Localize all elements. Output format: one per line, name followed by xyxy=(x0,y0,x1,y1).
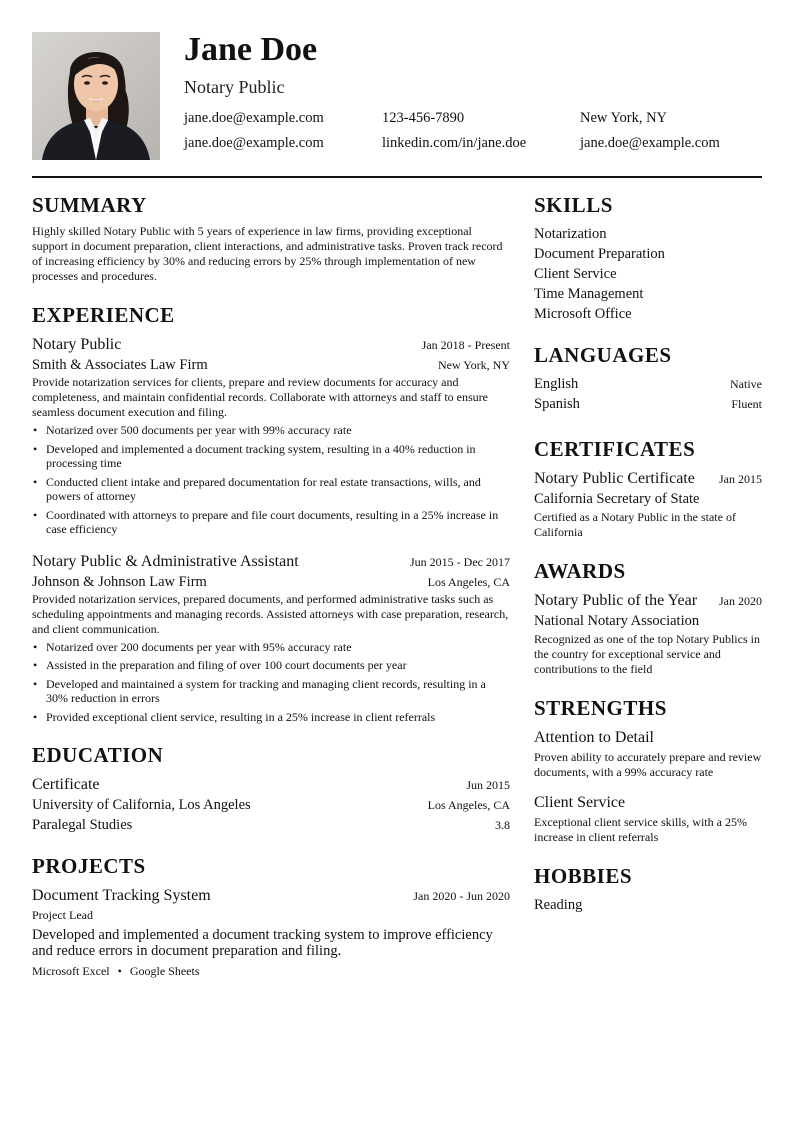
list-item: Time Management xyxy=(534,286,644,302)
strength-description: Exceptional client service skills, with a 25% increase in client referrals xyxy=(534,815,747,844)
award-description: Recognized as one of the top Notary Publics in the country for exceptional service and contributions to the field xyxy=(534,632,760,676)
job-dates: Jun 2015 - Dec 2017 xyxy=(410,554,510,569)
contact-email-2[interactable]: jane.doe@example.com xyxy=(184,135,324,151)
main-column xyxy=(32,192,510,997)
strength-description: Proven ability to accurately prepare and review documents, with a 99% accuracy rate xyxy=(534,750,762,779)
summary-section xyxy=(32,192,510,284)
certificates-section xyxy=(534,436,762,540)
strength-name: Client Service xyxy=(534,794,626,811)
languages-heading: LANGUAGES xyxy=(534,343,672,367)
list-item: • Coordinated with attorneys to prepare and file court documents, resulting in a 25% increase in case efficiency xyxy=(32,508,510,537)
education-section xyxy=(32,742,510,835)
job-location: New York, NY xyxy=(437,358,510,372)
job-description: Provided notarization services, prepared documents, and performed administrative tasks such as scheduling appointments and managing records. Assisted attorneys with case preparation, research, and client communication. xyxy=(32,591,509,636)
education-dates: Jun 2015 xyxy=(466,778,510,792)
certificates-heading: CERTIFICATES xyxy=(534,437,696,461)
project-role: Project Lead xyxy=(32,908,93,922)
certificate-date: Jan 2015 xyxy=(719,472,762,486)
project-name: Document Tracking System xyxy=(32,887,211,904)
list-item: Client Service xyxy=(534,266,617,282)
education-school: University of California, Los Angeles xyxy=(32,797,251,813)
award-issuer: National Notary Association xyxy=(534,613,700,629)
language-level: Native xyxy=(730,377,762,391)
project-tools xyxy=(32,964,510,979)
candidate-title: Notary Public xyxy=(184,77,285,97)
project-tool: Microsoft Excel xyxy=(32,964,110,978)
list-item: Reading xyxy=(534,897,583,913)
certificate-issuer: California Secretary of State xyxy=(534,491,700,507)
candidate-name: Jane Doe xyxy=(184,31,318,68)
education-degree: Certificate xyxy=(32,776,100,793)
experience-section xyxy=(32,302,510,724)
list-item: • Developed and implemented a document tracking system, resulting in a 40% reduction in processing time xyxy=(32,442,510,471)
award-date: Jan 2020 xyxy=(719,594,762,608)
list-item: Microsoft Office xyxy=(534,306,632,322)
education-location: Los Angeles, CA xyxy=(427,798,510,812)
list-item: Document Preparation xyxy=(534,246,665,262)
tool-separator: • xyxy=(117,964,122,978)
skills-heading: SKILLS xyxy=(534,193,613,217)
awards-section xyxy=(534,558,762,677)
side-column xyxy=(534,192,762,933)
summary-heading: SUMMARY xyxy=(32,193,147,217)
project-tool: Google Sheets xyxy=(129,964,200,978)
education-gpa: 3.8 xyxy=(495,818,510,832)
header-divider xyxy=(32,176,762,178)
job-role: Notary Public xyxy=(32,336,122,353)
skills-section xyxy=(534,192,762,324)
job-role: Notary Public & Administrative Assistant xyxy=(32,552,299,570)
awards-heading: AWARDS xyxy=(534,559,626,583)
strengths-section xyxy=(534,695,762,845)
contact-email[interactable]: jane.doe@example.com xyxy=(184,110,324,126)
summary-text: Highly skilled Notary Public with 5 years of experience in law firms, providing exceptional support in document preparation, client interactions, and administrative tasks. Proven track record of increasing efficiency by 30% and reducing errors by 25% through implementation of new processes and procedures. xyxy=(32,224,503,283)
contact-phone[interactable]: 123-456-7890 xyxy=(382,110,465,126)
strengths-heading: STRENGTHS xyxy=(534,696,667,720)
list-item: • Conducted client intake and prepared documentation for real estate transactions, wills, and powers of attorney xyxy=(32,475,510,504)
strength-name: Attention to Detail xyxy=(534,729,654,746)
list-item: • Provided exceptional client service, resulting in a 25% increase in client referrals xyxy=(32,710,510,725)
job-bullets xyxy=(32,423,510,537)
job-location: Los Angeles, CA xyxy=(427,574,510,589)
contact-linkedin[interactable]: linkedin.com/in/jane.doe xyxy=(382,135,527,151)
award-name: Notary Public of the Year xyxy=(534,592,698,609)
job-bullets xyxy=(32,640,510,725)
hobbies-section xyxy=(534,863,762,915)
list-item: • Notarized over 500 documents per year with 99% accuracy rate xyxy=(32,423,510,438)
job-company: Johnson & Johnson Law Firm xyxy=(32,573,207,590)
language-level: Fluent xyxy=(731,397,762,411)
projects-section xyxy=(32,853,510,979)
education-heading: EDUCATION xyxy=(32,743,164,767)
profile-photo xyxy=(32,32,160,160)
list-item: • Assisted in the preparation and filing of over 100 court documents per year xyxy=(32,658,510,673)
certificate-name: Notary Public Certificate xyxy=(534,470,695,487)
job-description: Provide notarization services for clients, prepare and review documents for accuracy and completeness, and maintain confidential records. Collaborate with attorneys and staff to ensure seamless document execution and filing. xyxy=(32,375,488,419)
language-name: Spanish xyxy=(534,396,580,412)
certificate-description: Certified as a Notary Public in the state of California xyxy=(534,510,736,539)
contact-email-3[interactable]: jane.doe@example.com xyxy=(580,135,720,151)
experience-heading: EXPERIENCE xyxy=(32,303,175,327)
list-item: Notarization xyxy=(534,226,607,242)
project-dates: Jan 2020 - Jun 2020 xyxy=(413,889,510,903)
job-entry xyxy=(32,551,510,725)
contact-location: New York, NY xyxy=(580,110,668,126)
job-dates: Jan 2018 - Present xyxy=(421,338,510,352)
education-field: Paralegal Studies xyxy=(32,817,133,833)
project-description: Developed and implemented a document tracking system to improve efficiency and reduce errors in document preparation and filing. xyxy=(32,927,493,959)
languages-section xyxy=(534,342,762,414)
job-company: Smith & Associates Law Firm xyxy=(32,357,208,373)
list-item: • Developed and maintained a system for tracking and managing client records, resulting in a 30% reduction in errors xyxy=(32,677,510,706)
projects-heading: PROJECTS xyxy=(32,854,146,878)
hobbies-heading: HOBBIES xyxy=(534,864,633,888)
list-item: • Notarized over 200 documents per year with 95% accuracy rate xyxy=(32,640,510,655)
language-name: English xyxy=(534,376,579,392)
job-entry xyxy=(32,334,510,537)
portrait-image xyxy=(32,32,160,160)
